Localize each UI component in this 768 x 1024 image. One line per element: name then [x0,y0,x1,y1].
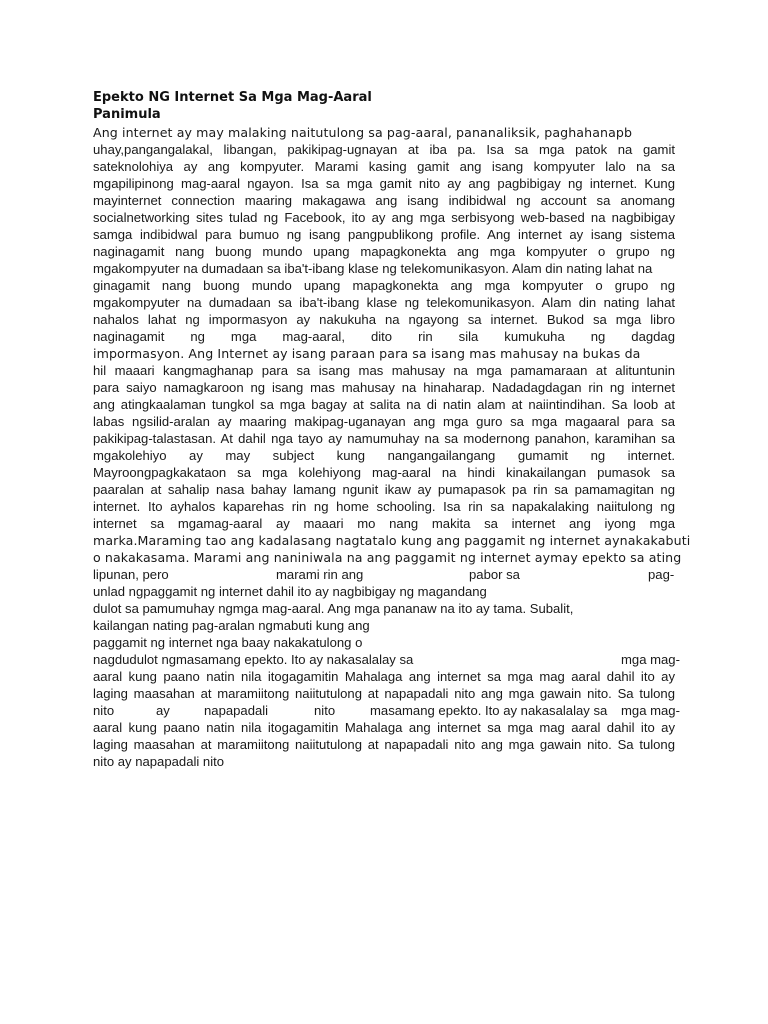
body-line: naginagamit ng mga mag-aaral, dito rin sila kumukuha ng dagdag [93,329,675,344]
body-line: marka.Maraming tao ang kadalasang nagtatalo kung ang paggamit ng internet aynakakabuti [93,533,691,548]
body-line-segment: mga mag- [621,652,680,667]
body-line: dulot sa pamumuhay ngmga mag-aaral. Ang mga pananaw na ito ay tama. Subalit, [93,601,574,616]
body-line: uhay,pangangalakal, libangan, pakikipag-ugnayan at iba pa. Isa sa mga patok na gamit [93,142,675,157]
body-line: internet sa mgamag-aaral ay maaari mo nang makita sa internet ang iyong mga [93,516,675,531]
document-title: Epekto NG Internet Sa Mga Mag-Aaral [93,90,372,105]
body-line: ang atingkaalaman tungkol sa mga bagay at salita na di natin alam at naiintindihan. Sa loob at [93,397,675,412]
body-line-segment: nito [314,703,336,718]
body-line-segment: ay [156,703,170,718]
body-line: Ang internet ay may malaking naitutulong sa pag-aaral, pananaliksik, paghahanapb [93,125,633,140]
body-line-segment: marami rin ang [276,567,364,582]
body-line-segment: lipunan, pero [93,567,169,582]
body-line-segment: nagdudulot ngmasamang epekto. Ito ay nakasalalay sa [93,652,414,667]
body-line: unlad ngpaggamit ng internet dahil ito ay nagbibigay ng magandang [93,584,487,599]
body-line: paaralan at sahalip nasa bahay lamang ngunit ikaw ay pumapasok pa rin sa pamamagitan ng [93,482,675,497]
body-line: samga indibidwal para bumuo ng isang pangpublikong profile. Ang internet ay isang sistema [93,227,675,242]
body-line-segment: mga mag- [621,703,680,718]
body-line: pakikipag-talastasan. At dahil nga tayo ay namumuhay na sa modernong panahon, karamihan sa [93,431,675,446]
body-line-segment: napapadali [204,703,269,718]
body-line: laging maasahan at maramiitong naiitutulong at napapadali nito ang mga gawain nito. Sa tulong [93,737,675,752]
body-line: internet. Ito ayhalos kaparehas rin ng home schooling. Isa rin sa napakalaking naiitulong ng [93,499,675,514]
body-line-segment: masamang epekto. Ito ay nakasalalay sa [370,703,608,718]
body-line: labas ngsilid-aralan ay maaring makipag-uganayan ang mga guro sa mga magaaral para sa [93,414,675,429]
body-line: para saiyo namagkaroon ng isang mas mahusay na hinaharap. Nadadagdagan rin ng internet [93,380,675,395]
body-line: mayinternet connection maaring makagawa ang isang indibidwal ng account sa anomang [93,193,675,208]
body-line: mgakompyuter na dumadaan sa iba't-ibang klase ng telekomunikasyon. Alam din nating lahat [93,295,675,310]
body-line-segment: pag- [648,567,675,582]
body-line-segment: nito [93,703,115,718]
body-line: ginagamit nang buong mundo upang mapagkonekta ang mga kompyuter o grupo ng [93,278,675,293]
body-line: Mayroongpagkakataon sa mga kolehiyong mag-aaral na hindi kinakailangan pumasok sa [93,465,675,480]
body-line: kailangan nating pag-aralan ngmabuti kung ang [93,618,370,633]
body-line: paggamit ng internet nga baay nakakatulong o [93,635,363,650]
section-heading: Panimula [93,107,161,122]
body-line: sateknolohiya ay ang kompyuter. Marami kasing gamit ang isang kompyuter lalo na sa [93,159,675,174]
body-line: impormasyon. Ang Internet ay isang paraan para sa isang mas mahusay na bukas da [93,346,641,361]
body-line: nito ay napapadali nito [93,754,225,769]
body-line: hil maaari kangmaghanap para sa isang mas mahusay na mga pamamaraan at alituntunin [93,363,675,378]
body-line: aaral kung paano natin nila itogagamitin Mahalaga ang internet sa mga mag aaral dahil ito ay [93,669,675,684]
body-line: mgakolehiyo ay may subject kung nangangailangang gumamit ng internet. [93,448,675,463]
body-line: aaral kung paano natin nila itogagamitin Mahalaga ang internet sa mga mag aaral dahil ito ay [93,720,675,735]
body-line: mgapilipinong mag-aaral ngayon. Isa sa mga gamit nito ay ang pagbibigay ng internet. Kung [93,176,675,191]
body-line: o nakakasama. Marami ang naniniwala na ang paggamit ng internet aymay epekto sa ating [93,550,682,565]
body-line: laging maasahan at maramiitong naiitutulong at napapadali nito ang mga gawain nito. Sa tulong [93,686,675,701]
body-line: mgakompyuter na dumadaan sa iba't-ibang klase ng telekomunikasyon. Alam din nating lahat na [93,261,653,276]
body-line-segment: pabor sa [469,567,520,582]
body-line: socialnetworking sites tulad ng Facebook, ito ay ang mga serbisyong web-based na nagbibigay [93,210,675,225]
body-line: nahalos lahat ng impormasyon ay nakukuha na ngayong sa internet. Bukod sa mga libro [93,312,675,327]
body-line: naginagamit nang buong mundo upang mapagkonekta ang mga kompyuter o grupo ng [93,244,675,259]
